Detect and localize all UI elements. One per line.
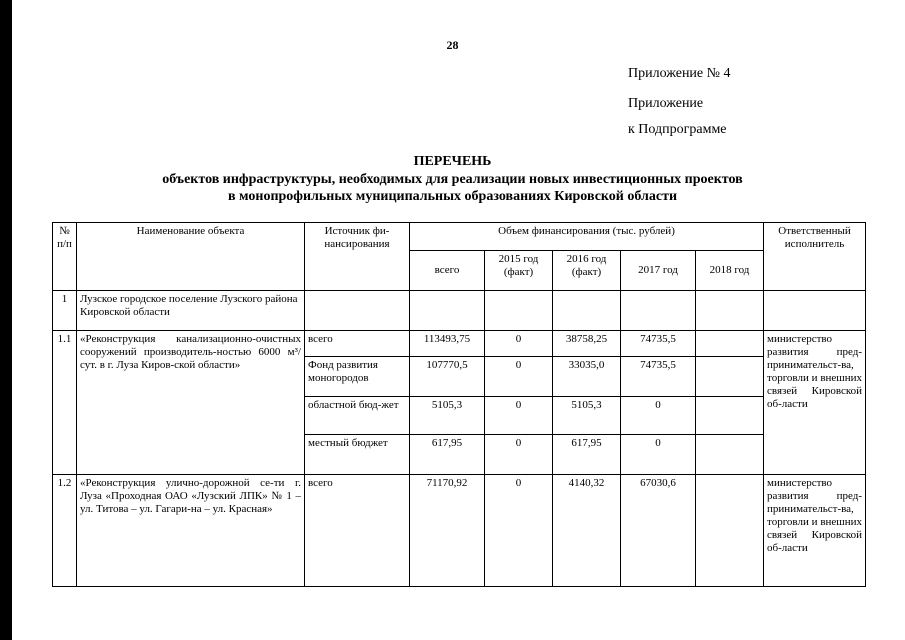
section-row <box>53 291 866 331</box>
empty-cell <box>553 291 621 331</box>
header-name: Наименование объекта <box>77 223 305 291</box>
header-2017: 2017 год <box>621 251 696 291</box>
page-number: 28 <box>446 38 459 52</box>
source-cell: Фонд развития моногородов <box>305 357 410 397</box>
y2017-cell: 74735,5 <box>621 357 696 397</box>
table-row <box>53 331 866 357</box>
y2018-cell <box>696 475 764 587</box>
header-total: всего <box>410 251 485 291</box>
appendix-target: к Подпрограмме <box>628 122 727 137</box>
source-cell: местный бюджет <box>305 435 410 475</box>
source-cell: всего <box>305 475 410 587</box>
document-subtitle-line1: объектов инфраструктуры, необходимых для реализации новых инвестиционных проектов <box>162 172 743 187</box>
y2016-cell: 617,95 <box>553 435 621 475</box>
item-name: «Реконструкция канализационно-очистных сооружений производитель-ностью 6000 м³/сут. в г. Луза Киров-ской области» <box>77 331 305 475</box>
header-executor: Ответственный исполнитель <box>764 223 866 291</box>
empty-cell <box>485 291 553 331</box>
item-executor: министерство развития пред-принимательст-ва, торговли и внешних связей Кировской об-ласти <box>764 475 866 587</box>
empty-cell <box>621 291 696 331</box>
document-subtitle-line2: в монопрофильных муниципальных образованиях Кировской области <box>227 189 678 204</box>
total-cell: 113493,75 <box>410 331 485 357</box>
y2017-cell: 74735,5 <box>621 331 696 357</box>
header-2015: 2015 год (факт) <box>485 251 553 291</box>
header-num: № п/п <box>53 223 77 291</box>
y2016-cell: 38758,25 <box>553 331 621 357</box>
document-title: ПЕРЕЧЕНЬ <box>413 154 492 169</box>
y2016-cell: 5105,3 <box>553 397 621 435</box>
empty-cell <box>410 291 485 331</box>
table-header-row <box>53 223 866 251</box>
item-num: 1.2 <box>53 475 77 587</box>
appendix-number: Приложение № 4 <box>628 66 731 81</box>
y2017-cell: 0 <box>621 435 696 475</box>
empty-cell <box>696 291 764 331</box>
y2015-cell: 0 <box>485 331 553 357</box>
header-2016: 2016 год (факт) <box>553 251 621 291</box>
objects-table <box>52 222 866 587</box>
y2017-cell: 0 <box>621 397 696 435</box>
y2018-cell <box>696 435 764 475</box>
section-num: 1 <box>53 291 77 331</box>
y2015-cell: 0 <box>485 475 553 587</box>
y2018-cell <box>696 331 764 357</box>
total-cell: 5105,3 <box>410 397 485 435</box>
y2018-cell <box>696 397 764 435</box>
total-cell: 107770,5 <box>410 357 485 397</box>
empty-cell <box>764 291 866 331</box>
y2018-cell <box>696 357 764 397</box>
appendix-label: Приложение <box>628 96 704 111</box>
y2015-cell: 0 <box>485 397 553 435</box>
section-name: Лузское городское поселение Лузского района Кировской области <box>77 291 305 331</box>
y2017-cell: 67030,6 <box>621 475 696 587</box>
item-num: 1.1 <box>53 331 77 475</box>
source-cell: областной бюд-жет <box>305 397 410 435</box>
header-2018: 2018 год <box>696 251 764 291</box>
header-volume: Объем финансирования (тыс. рублей) <box>410 223 764 251</box>
item-name: «Реконструкция улично-дорожной се-ти г. Луза «Проходная ОАО «Лузский ЛПК» № 1 – ул. Титова – ул. Гагари-на – ул. Красная» <box>77 475 305 587</box>
item-executor: министерство развития пред-принимательст-ва, торговли и внешних связей Кировской об-ласти <box>764 331 866 475</box>
table-row <box>53 475 866 587</box>
empty-cell <box>305 291 410 331</box>
y2016-cell: 33035,0 <box>553 357 621 397</box>
header-source: Источник фи-нансирования <box>305 223 410 291</box>
y2016-cell: 4140,32 <box>553 475 621 587</box>
scan-left-edge <box>0 0 12 640</box>
y2015-cell: 0 <box>485 357 553 397</box>
y2015-cell: 0 <box>485 435 553 475</box>
source-cell: всего <box>305 331 410 357</box>
total-cell: 71170,92 <box>410 475 485 587</box>
total-cell: 617,95 <box>410 435 485 475</box>
